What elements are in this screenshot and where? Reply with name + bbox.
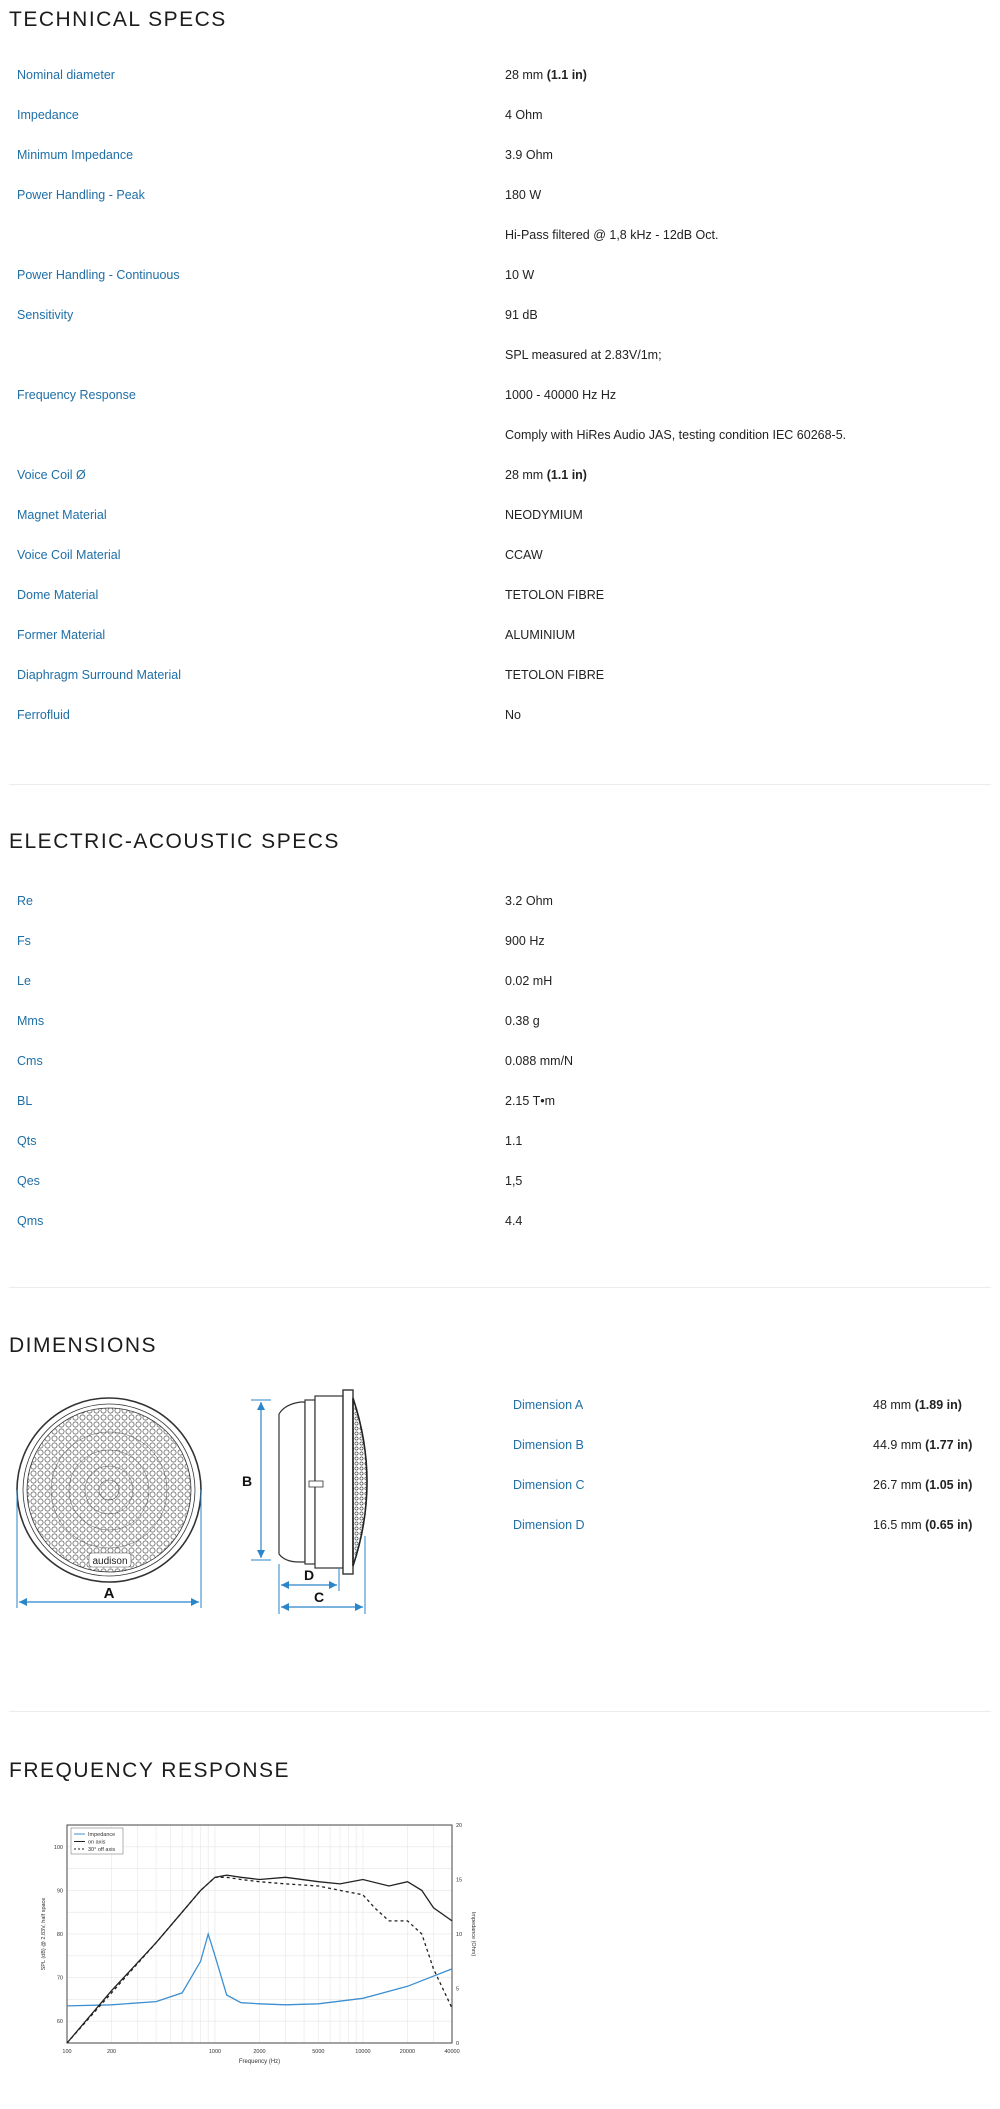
- spec-row: [9, 56, 991, 96]
- spec-value: [505, 508, 583, 522]
- spec-row: [9, 96, 991, 136]
- spec-value: [505, 1094, 555, 1108]
- frequency-response-chart: [29, 1813, 479, 2083]
- legend-entry: on axis: [88, 1839, 106, 1846]
- spec-row: [9, 1082, 991, 1122]
- spec-value: [505, 1134, 522, 1148]
- legend-entry: Impedance: [88, 1832, 116, 1838]
- spec-value: [505, 68, 587, 82]
- spec-value: [505, 1014, 540, 1028]
- side-view: [242, 1390, 367, 1614]
- spec-row: [9, 296, 991, 336]
- spec-value: [505, 668, 604, 682]
- spec-label: Former Material: [17, 628, 106, 642]
- dimensions-title: DIMENSIONS: [9, 1334, 158, 1357]
- x-tick-label: 100: [62, 2049, 72, 2055]
- dimension-d-letter: D: [303, 1567, 315, 1583]
- spec-value: [505, 628, 575, 642]
- spec-value-text: NEODYMIUM: [505, 508, 583, 522]
- spec-value: [505, 1214, 522, 1228]
- spec-label: Voice Coil Material: [17, 548, 121, 562]
- spec-row: [9, 962, 991, 1002]
- spec-row: [9, 416, 991, 456]
- spec-value-text: 0.02 mH: [505, 974, 553, 988]
- spec-value-text: TETOLON FIBRE: [505, 588, 605, 602]
- frequency-response-section: [9, 1759, 991, 2099]
- spec-value: [505, 588, 604, 602]
- dimension-b-letter: B: [241, 1473, 253, 1489]
- y2-tick-label: 10: [456, 1932, 463, 1938]
- spec-row: [9, 496, 991, 536]
- spec-row: [9, 616, 991, 656]
- spec-value-text: No: [505, 708, 521, 722]
- spec-value-text: 48 mm: [873, 1398, 912, 1412]
- spec-label: Voice Coil Ø: [17, 468, 86, 482]
- spec-value: [505, 388, 616, 402]
- front-view: [17, 1398, 201, 1608]
- section-divider: [9, 1287, 991, 1288]
- spec-value-text: 900 Hz: [505, 934, 545, 948]
- x-tick-label: 5000: [312, 2049, 325, 2055]
- spec-value-text: 3.2 Ohm: [505, 894, 553, 908]
- spec-label: Power Handling - Peak: [17, 188, 145, 202]
- technical-specs-title: TECHNICAL SPECS: [9, 8, 227, 31]
- spec-value-text: ALUMINIUM: [505, 628, 576, 642]
- x-tick-label: 2000: [253, 2049, 266, 2055]
- y-axis-label: SPL (dB) @ 2.83V, half space: [41, 1897, 47, 1971]
- spec-label: Qms: [17, 1214, 44, 1228]
- spec-value-text: Hi-Pass filtered @ 1,8 kHz - 12dB Oct.: [505, 228, 719, 242]
- spec-label: Dimension B: [513, 1438, 584, 1452]
- spec-value-text: 4 Ohm: [505, 108, 543, 122]
- spec-value-text: 16.5 mm: [873, 1518, 922, 1532]
- spec-row: [9, 656, 991, 696]
- spec-row: [9, 882, 991, 922]
- spec-label: Minimum Impedance: [17, 148, 134, 162]
- spec-row: [9, 1202, 991, 1242]
- spec-value: [505, 934, 545, 948]
- spec-label: Sensitivity: [17, 308, 74, 322]
- spec-label: Dome Material: [17, 588, 99, 602]
- spec-value: [505, 468, 587, 482]
- spec-label: Le: [17, 974, 31, 988]
- y2-axis-label: Impedance (Ohm): [470, 1911, 476, 1957]
- electric-acoustic-section: [9, 830, 991, 1270]
- spec-label: Dimension D: [513, 1518, 585, 1532]
- spec-row: [9, 1002, 991, 1042]
- x-tick-label: 20000: [399, 2049, 416, 2055]
- spec-label: Mms: [17, 1014, 45, 1028]
- y-tick-label: 100: [53, 1844, 63, 1851]
- spec-value: [505, 1054, 573, 1068]
- spec-row: [9, 136, 991, 176]
- brand-logo: audison: [92, 1556, 128, 1567]
- spec-value: [505, 228, 718, 242]
- dimension-a-letter: A: [103, 1585, 115, 1602]
- spec-value-imperial: (1.05 in): [925, 1478, 973, 1492]
- spec-value-text: 0.088 mm/N: [505, 1054, 574, 1068]
- x-tick-label: 10000: [355, 2049, 371, 2055]
- spec-value: [505, 148, 553, 162]
- spec-value-text: 28 mm: [505, 468, 544, 482]
- spec-value-text: CCAW: [505, 548, 543, 562]
- section-divider: [9, 1711, 991, 1712]
- spec-value-text: 0.38 g: [505, 1014, 540, 1028]
- spec-row: [9, 456, 991, 496]
- spec-label: Frequency Response: [17, 388, 136, 402]
- x-tick-label: 200: [106, 2049, 117, 2055]
- spec-row: [9, 176, 991, 216]
- spec-value: [505, 308, 538, 322]
- spec-value: [505, 108, 543, 122]
- spec-row: [9, 696, 991, 736]
- spec-value-text: 91 dB: [505, 308, 538, 322]
- electric-acoustic-title: ELECTRIC-ACOUSTIC SPECS: [9, 830, 340, 853]
- spec-label: Dimension A: [513, 1398, 584, 1412]
- spec-label: Power Handling - Continuous: [17, 268, 180, 282]
- y2-tick-label: 0: [456, 2041, 460, 2047]
- spec-row: [9, 536, 991, 576]
- spec-value-text: 28 mm: [505, 68, 544, 82]
- legend-entry: 30° off axis: [88, 1847, 116, 1853]
- spec-row: [9, 922, 991, 962]
- spec-row: [9, 336, 991, 376]
- spec-value-text: TETOLON FIBRE: [505, 668, 605, 682]
- spec-label: Magnet Material: [17, 508, 107, 522]
- spec-value: [873, 1478, 972, 1492]
- section-divider: [9, 784, 991, 785]
- spec-label: Diaphragm Surround Material: [17, 668, 181, 682]
- spec-value: [873, 1398, 962, 1412]
- y-tick-label: 70: [56, 1975, 63, 1982]
- x-tick-label: 40000: [444, 2049, 460, 2055]
- dimension-c-letter: C: [313, 1589, 325, 1605]
- spec-label: Nominal diameter: [17, 68, 115, 82]
- spec-value: [505, 1174, 522, 1188]
- spec-value: [873, 1518, 972, 1532]
- spec-value-text: 26.7 mm: [873, 1478, 922, 1492]
- spec-label: Qts: [17, 1134, 37, 1148]
- spec-value: [505, 548, 543, 562]
- spec-row: [505, 1386, 985, 1426]
- spec-value-text: 1,5: [505, 1174, 523, 1188]
- spec-row: [9, 256, 991, 296]
- spec-value-text: 44.9 mm: [873, 1438, 922, 1452]
- y2-tick-label: 15: [456, 1877, 463, 1884]
- spec-value-text: 180 W: [505, 188, 542, 202]
- spec-value-imperial: (1.1 in): [546, 468, 587, 482]
- spec-label: Impedance: [17, 108, 79, 122]
- spec-value-text: 1000 - 40000 Hz Hz: [505, 388, 617, 402]
- y-tick-label: 60: [56, 2019, 63, 2026]
- spec-row: [505, 1426, 985, 1466]
- spec-value: [873, 1438, 972, 1452]
- spec-value: [505, 708, 521, 722]
- spec-label: Cms: [17, 1054, 43, 1068]
- spec-row: [9, 216, 991, 256]
- y2-tick-label: 5: [456, 1986, 460, 1993]
- spec-label: Qes: [17, 1174, 40, 1188]
- spec-value: [505, 268, 534, 282]
- spec-value: [505, 894, 553, 908]
- spec-row: [9, 1122, 991, 1162]
- frequency-response-title: FREQUENCY RESPONSE: [9, 1759, 290, 1782]
- dimension-drawing: [9, 1386, 379, 1626]
- technical-specs-section: [9, 0, 991, 780]
- spec-row: [9, 576, 991, 616]
- spec-value-text: 10 W: [505, 268, 535, 282]
- spec-value-text: 1.1: [505, 1134, 523, 1148]
- dimensions-section: [9, 1334, 991, 1694]
- x-tick-label: 1000: [208, 2049, 222, 2055]
- spec-value-imperial: (0.65 in): [925, 1518, 973, 1532]
- spec-label: Ferrofluid: [17, 708, 70, 722]
- spec-value-text: SPL measured at 2.83V/1m;: [505, 348, 662, 362]
- spec-row: [505, 1466, 985, 1506]
- spec-value: [505, 188, 541, 202]
- spec-value: [505, 348, 662, 362]
- spec-label: BL: [17, 1094, 33, 1108]
- spec-row: [505, 1506, 985, 1546]
- spec-row: [9, 376, 991, 416]
- spec-value-imperial: (1.77 in): [925, 1438, 973, 1452]
- spec-label: Fs: [17, 934, 31, 948]
- spec-value-text: 2.15 T•m: [505, 1094, 555, 1108]
- spec-row: [9, 1162, 991, 1202]
- y-tick-label: 90: [56, 1888, 63, 1895]
- spec-value-text: 3.9 Ohm: [505, 148, 553, 162]
- spec-value: [505, 428, 846, 442]
- spec-value-imperial: (1.89 in): [914, 1398, 962, 1412]
- spec-label: Re: [17, 894, 33, 908]
- x-axis-label: Frequency (Hz): [238, 2059, 281, 2065]
- y2-tick-label: 20: [456, 1823, 463, 1829]
- y-tick-label: 80: [56, 1932, 63, 1938]
- spec-value-text: Comply with HiRes Audio JAS, testing condition IEC 60268-5.: [505, 428, 847, 442]
- spec-value: [505, 974, 552, 988]
- spec-value-imperial: (1.1 in): [546, 68, 587, 82]
- spec-row: [9, 1042, 991, 1082]
- spec-value-text: 4.4: [505, 1214, 523, 1228]
- spec-label: Dimension C: [513, 1478, 585, 1492]
